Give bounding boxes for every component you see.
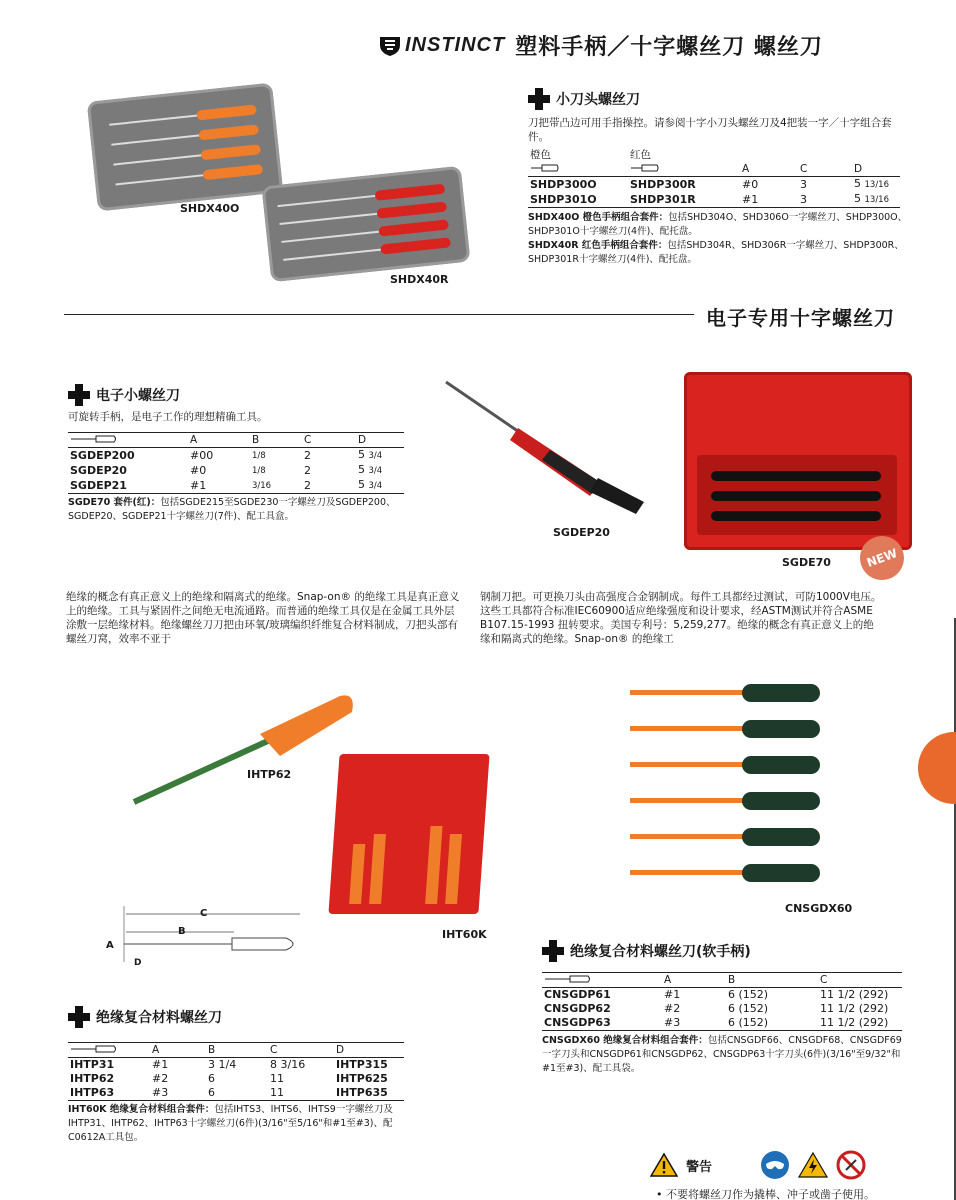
kit-iht60k	[68, 1103, 408, 1145]
cell-d-frac: 13/16	[864, 180, 889, 190]
col-b: B	[206, 1043, 268, 1058]
sgde70-case-image	[684, 372, 912, 550]
electronic-title	[68, 384, 408, 406]
kit-shdx40r-name: SHDX40R 红色手柄组合套件：	[528, 240, 668, 251]
col-d: D	[852, 162, 900, 177]
cell-d-whole: 5	[358, 463, 365, 476]
prohibited-icon	[836, 1150, 866, 1180]
ihtp62-image	[130, 690, 360, 810]
cell-a: #0	[742, 177, 759, 191]
cell-orange-sku: SHDP301O	[528, 192, 628, 208]
cell-sku: CNSGDP63	[542, 1016, 662, 1031]
label-sgde70: SGDE70	[782, 556, 831, 569]
cell-sku: SGDEP21	[68, 478, 188, 494]
cell-sku: CNSGDP62	[544, 1002, 611, 1015]
label-cnsgdx60: CNSGDX60	[785, 902, 853, 915]
kit-iht60k-name: IHT60K 绝缘复合材料组合套件：	[68, 1104, 215, 1115]
sgdep20-image	[440, 378, 660, 518]
cell-d-whole: 5	[854, 177, 861, 190]
page-title: 塑料手柄／十字螺丝刀 螺丝刀	[515, 35, 823, 60]
cell-sku: IHTP63	[68, 1086, 150, 1101]
col-b: B	[250, 433, 302, 448]
cross-bullet-icon	[528, 88, 550, 110]
cell-d: IHTP315	[336, 1058, 388, 1071]
cell-c: 2	[302, 478, 356, 494]
small-blade-title	[528, 88, 908, 110]
kit-cnsgdx60-name: CNSGDX60 绝缘复合材料组合套件：	[542, 1035, 708, 1046]
warning-label: 警告	[686, 1159, 713, 1175]
soft-handle-title-text: 绝缘复合材料螺丝刀(软手柄)	[570, 944, 751, 960]
table-row	[68, 1086, 404, 1101]
cell-a: #1	[740, 192, 798, 208]
kit-sgde70-name: SGDE70 套件(红)：	[68, 497, 161, 508]
section-small-blade	[528, 88, 908, 267]
small-blade-desc: 刀把带凸边可用手指操控。请参阅十字小刀头螺丝刀及4把装一字／十字组合套件。	[528, 117, 892, 143]
cell-a: #1	[152, 1058, 169, 1071]
new-badge: NEW	[854, 530, 910, 586]
cell-b: 6 (152)	[728, 988, 769, 1001]
kit-sgde70	[68, 496, 408, 524]
brand-logo	[378, 34, 505, 57]
cell-d-frac: 3/4	[368, 481, 383, 491]
cell-sku: CNSGDP61	[544, 988, 611, 1001]
screwdriver-outline-icon	[630, 164, 660, 172]
shdx40r-tray-image	[262, 166, 471, 282]
col-c: C	[818, 973, 902, 988]
screwdriver-outline-icon	[70, 1045, 118, 1053]
label-shdx40o: SHDX40O	[180, 202, 240, 215]
cell-b: 3 1/4	[208, 1058, 237, 1071]
cross-bullet-icon	[68, 384, 90, 406]
cell-a: #2	[152, 1072, 169, 1085]
cell-c: 3	[798, 192, 852, 208]
col-a: A	[150, 1043, 206, 1058]
insulation-para-left: 绝缘的概念有真正意义上的绝缘和隔离式的绝缘。Snap-on® 的绝缘工具是真正意义上的绝缘。工具与紧固件之间绝无电流通路。而普通的绝缘工具仅是在金属工具外层涂敷一层绝缘材料。绝缘螺丝刀刀把由环氧/玻璃编织纤维复合材料制成，刀把头部有螺丝刀窝，效率不亚于	[66, 591, 460, 645]
electronic-heading: 电子专用十字螺丝刀	[706, 306, 895, 330]
cell-d-frac: 13/16	[864, 195, 889, 205]
col-orange: 橙色	[530, 149, 551, 161]
kit-iht60k-text: 包括IHTS3、IHTS6、IHTS9一字螺丝刀及IHTP31、IHTP62、IHTP63十字螺丝刀(6件)(3/16"至5/16"和#1至#3)、配C0612A工具包。	[68, 1104, 393, 1143]
small-blade-table	[528, 148, 900, 208]
insulation-para-right: 钢制刀把。可更换刀头由高强度合金钢制成。每件工具都经过测试，可防1000V电压。这些工具都符合标准IEC60900适应绝缘强度和设计要求，经ASTM测试并符合ASME B107.15-1993 扭转要求。美国专利号：5,259,277。绝缘的概念有真正意义上的绝缘和隔离式的绝缘。Snap-on® 的绝缘工	[480, 591, 882, 645]
cnsgdx60-image	[622, 680, 832, 890]
col-c: C	[302, 433, 356, 448]
table-row	[68, 463, 404, 478]
diagram-label-a: A	[106, 940, 114, 951]
cell-b: 3/16	[250, 478, 302, 494]
cell-c: 8 3/16	[270, 1058, 306, 1071]
cell-sku: SGDEP200	[70, 448, 135, 462]
label-shdx40r: SHDX40R	[390, 273, 449, 286]
diagram-label-d: D	[134, 958, 142, 968]
cell-c: 11 1/2 (292)	[820, 1002, 889, 1015]
cell-d-whole: 5	[358, 448, 365, 461]
cell-b: 6 (152)	[726, 1016, 818, 1031]
page-header	[378, 30, 823, 61]
label-sgdep20: SGDEP20	[553, 526, 610, 539]
kit-shdx40r	[528, 239, 908, 267]
table-row	[528, 177, 900, 193]
screwdriver-outline-icon	[544, 975, 592, 983]
small-blade-title-text: 小刀头螺丝刀	[556, 92, 640, 108]
cell-c: 11 1/2 (292)	[820, 988, 889, 1001]
electric-shock-icon	[798, 1151, 828, 1179]
cell-d: IHTP625	[336, 1072, 388, 1085]
cell-c: 3	[800, 177, 807, 191]
label-ihtp62: IHTP62	[247, 768, 292, 781]
diagram-label-b: B	[178, 926, 186, 937]
label-iht60k: IHT60K	[442, 928, 487, 941]
cell-a: #2	[664, 1002, 681, 1015]
table-row	[68, 448, 404, 464]
col-d: D	[356, 433, 404, 448]
cell-red-sku: SHDP300R	[630, 177, 696, 191]
cell-sku: SGDEP20	[70, 463, 127, 477]
kit-cnsgdx60	[542, 1034, 902, 1076]
section-electronic	[68, 384, 408, 524]
composite-table	[68, 1042, 404, 1101]
cell-b: 1/8	[252, 465, 266, 476]
kit-sgde70-text: 包括SGDE215至SGDE230一字螺丝刀及SGDEP200、SGDEP20、SGDEP21十字螺丝刀(7件)、配工具盒。	[68, 497, 396, 522]
section-divider	[64, 314, 694, 315]
brand-shield-icon	[378, 35, 402, 57]
kit-shdx40o	[528, 211, 908, 239]
cell-d-whole: 5	[358, 478, 365, 491]
composite-title	[68, 1006, 408, 1028]
cell-a: #1	[664, 988, 681, 1001]
kit-shdx40o-text: 包括SHD304O、SHD306O一字螺丝刀、SHDP300O、SHDP301O十字螺丝刀(4件)、配托盘。	[528, 212, 908, 237]
page-tab-marker	[918, 732, 956, 804]
cell-sku: IHTP31	[70, 1058, 115, 1071]
cell-b: 6	[208, 1072, 215, 1085]
section-composite	[68, 1006, 408, 1145]
col-b: B	[726, 973, 818, 988]
warning-item: • 不要将螺丝刀作为撬棒、冲子或凿子使用。	[656, 1188, 875, 1200]
cell-a: #00	[190, 448, 214, 462]
col-a: A	[188, 433, 250, 448]
screwdriver-outline-icon	[70, 435, 118, 443]
cell-c: 2	[304, 463, 311, 477]
cell-sku: IHTP62	[70, 1072, 115, 1085]
cell-a: #0	[190, 463, 207, 477]
col-a: A	[662, 973, 726, 988]
section-soft-handle	[542, 940, 902, 1076]
diagram-label-c: C	[200, 908, 208, 919]
electronic-desc: 可旋转手柄，是电子工作的理想精确工具。	[68, 411, 268, 423]
cell-b: 6 (152)	[728, 1002, 769, 1015]
cell-d-frac: 3/4	[368, 451, 383, 461]
table-row	[528, 192, 900, 208]
cross-bullet-icon	[542, 940, 564, 962]
cell-c: 11	[270, 1072, 284, 1085]
cell-c: 11 1/2 (292)	[818, 1016, 902, 1031]
cell-b: 1/8	[252, 450, 266, 461]
col-c: C	[268, 1043, 334, 1058]
col-red: 红色	[630, 149, 651, 161]
composite-title-text: 绝缘复合材料螺丝刀	[96, 1010, 222, 1026]
soft-handle-table	[542, 972, 902, 1031]
electronic-title-text: 电子小螺丝刀	[96, 388, 180, 404]
table-row	[68, 1072, 404, 1086]
cell-d-whole: 5	[854, 192, 861, 205]
iht60k-pouch-image	[328, 754, 489, 914]
col-d: D	[334, 1043, 404, 1058]
warning-triangle-icon	[650, 1152, 678, 1178]
cell-red-sku: SHDP301R	[628, 192, 740, 208]
cell-orange-sku: SHDP300O	[530, 177, 597, 191]
cell-a: #3	[150, 1086, 206, 1101]
kit-shdx40r-text: 包括SHD304R、SHD306R一字螺丝刀、SHDP300R、SHDP301R十字螺丝刀(4件)、配托盘。	[528, 240, 904, 265]
cross-bullet-icon	[68, 1006, 90, 1028]
table-row	[68, 478, 404, 494]
cell-a: #3	[662, 1016, 726, 1031]
table-row	[542, 988, 902, 1003]
kit-shdx40o-name: SHDX40O 橙色手柄组合套件：	[528, 212, 669, 223]
cell-a: #1	[188, 478, 250, 494]
brand-name: INSTINCT	[405, 34, 506, 56]
cell-b: 6	[206, 1086, 268, 1101]
shdx40o-tray-image	[87, 83, 283, 212]
table-row	[542, 1016, 902, 1031]
safety-goggles-icon	[760, 1150, 790, 1180]
col-c: C	[798, 162, 852, 177]
cell-d: IHTP635	[334, 1086, 404, 1101]
cell-c: 11	[268, 1086, 334, 1101]
table-row	[542, 1002, 902, 1016]
soft-handle-title	[542, 940, 902, 962]
cell-c: 2	[304, 448, 311, 462]
col-a: A	[740, 162, 798, 177]
warning-block	[650, 1150, 866, 1180]
cell-d-frac: 3/4	[368, 466, 383, 476]
kit-cnsgdx60-text: 包括CNSGDF66、CNSGDF68、CNSGDF69一字刀头和CNSGDP61和CNSGDP62、CNSGDP63十字刀头(6件)(3/16"至9/32"和#1至#3)、配工具袋。	[542, 1035, 902, 1074]
electronic-table	[68, 432, 404, 494]
table-row	[68, 1058, 404, 1073]
screwdriver-outline-icon	[530, 164, 560, 172]
